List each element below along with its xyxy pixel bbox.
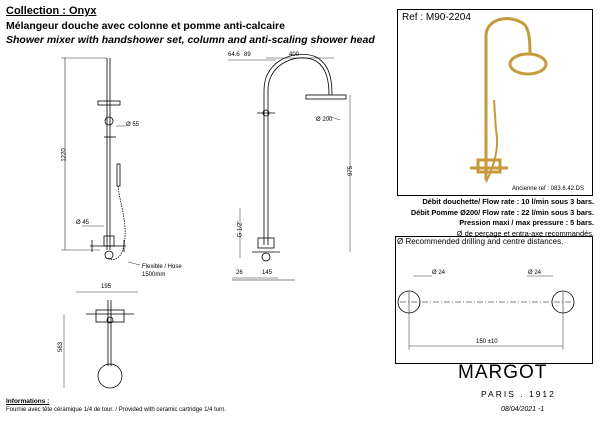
specifications [410,197,594,239]
hose-label-1: Flexible / Hose [142,264,182,270]
dim-centre-distance: 150 ±10 [476,339,498,345]
dim-top-height: 563 [58,341,65,353]
product-title-en: Shower mixer with handshower set, column and anti-scaling shower head [6,34,375,46]
drilling-note-fr: Ø de perçage et entra-axe recommandés. [456,228,594,238]
dim-bar-dia: Ø 55 [126,122,140,128]
dim-arm-reach: 400 [289,52,300,58]
dim-drill-right: Ø 24 [528,270,542,276]
dim-drill-left: Ø 24 [432,270,446,276]
hose-label-2: 1500mm [142,272,166,278]
old-reference: Ancienne ref : 083.6.42.DS [511,186,584,192]
drilling-note-en: Ø Recommended drilling and centre distances. [397,237,564,246]
reference-number: Ref : M90-2204 [402,12,471,23]
info-text: Fournie avec tête céramique 1/4 de tour. / Provided with ceramic cartridge 1/4 turn. [6,407,227,413]
reference-box [397,9,593,196]
dim-side-offset-2: 89 [244,52,251,58]
dim-column-height: 975 [348,165,355,177]
max-pressure: Pression maxi / max pressure : 5 bars. [459,218,594,228]
dim-hose-dia: Ø 45 [76,220,90,226]
flow-handshower: Débit douchette/ Flow rate : 10 l/min sous 3 bars. [422,197,594,206]
dim-depth-1: 26 [236,270,243,276]
dim-depth-2: 145 [262,270,273,276]
side-view [228,54,350,280]
dim-head-dia: Ø 200 [316,117,333,123]
dim-top-width: 195 [101,284,112,290]
dim-thread: G 1/2" [237,220,244,238]
front-view [61,58,140,265]
top-view [64,292,138,388]
flow-head: Débit Pomme Ø200/ Flow rate : 22 l/min sous 3 bars. [410,207,594,217]
info-title: Informations : [6,398,50,405]
revision-date: 08/04/2021 -1 [501,406,545,413]
brand-logo: MARGOT [458,362,548,383]
dim-front-height: 1220 [61,148,68,162]
collection-title: Collection : Onyx [6,5,97,17]
dim-side-offset-1: 64.6 [228,52,240,58]
product-title-fr: Mélangeur douche avec colonne et pomme anti-calcaire [6,20,285,32]
brand-subtitle: PARIS . 1912 [481,389,556,399]
